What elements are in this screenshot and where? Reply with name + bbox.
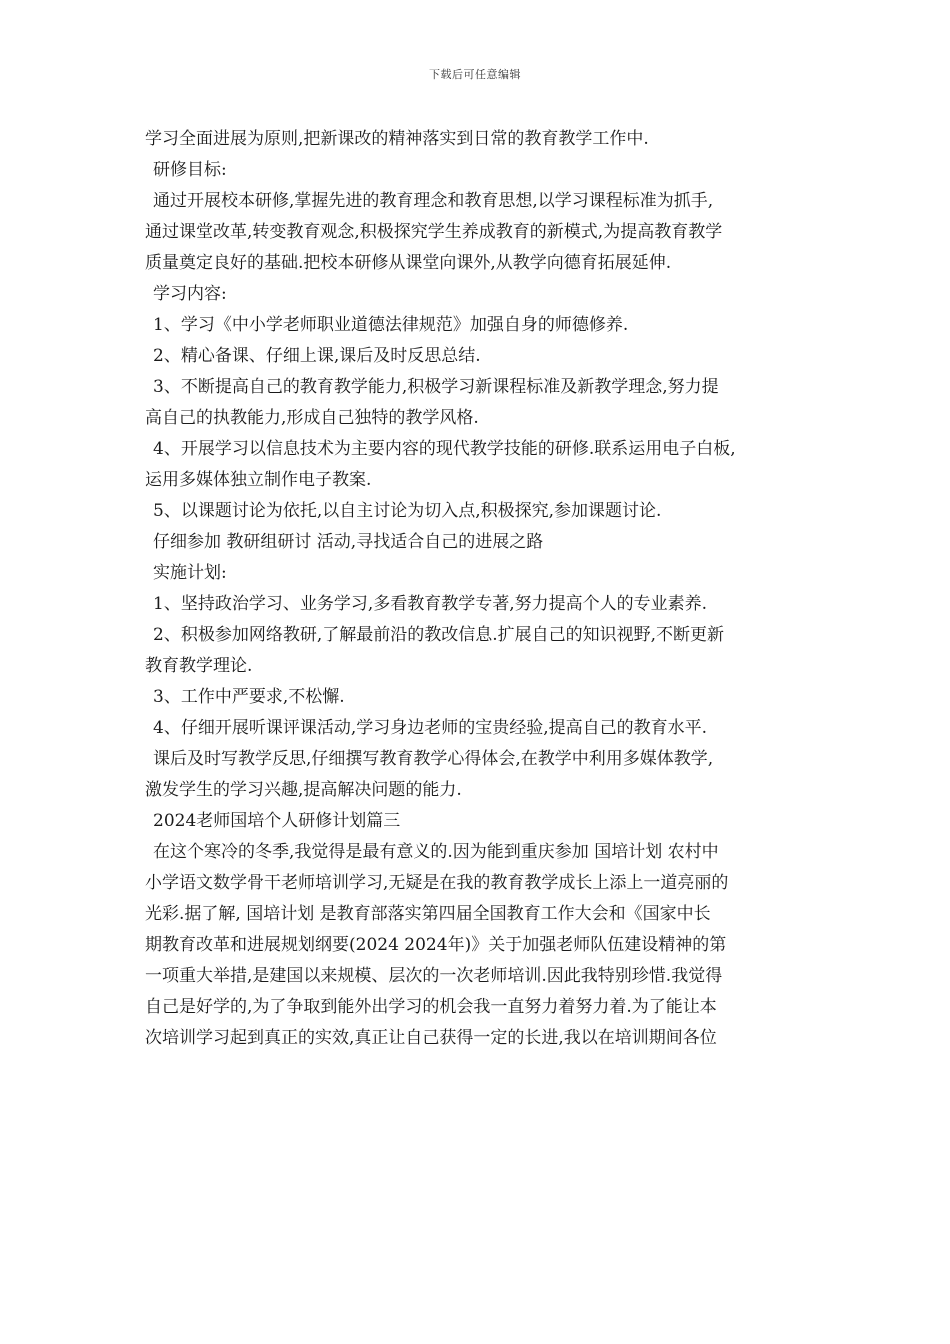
text-line: 学习内容:	[153, 284, 227, 304]
text-line: 高自己的执教能力,形成自己独特的教学风格.	[145, 408, 479, 428]
text-line: 1、学习《中小学老师职业道德法律规范》加强自身的师德修养.	[153, 315, 629, 335]
text-line: 期教育改革和进展规划纲要(2024 2024年)》关于加强老师队伍建设精神的第	[145, 935, 727, 955]
text-line: 4、开展学习以信息技术为主要内容的现代教学技能的研修.联系运用电子白板,	[153, 439, 736, 459]
text-line: 通过开展校本研修,掌握先进的教育理念和教育思想,以学习课程标准为抓手,	[153, 191, 714, 211]
text-line: 3、工作中严要求,不松懈.	[153, 687, 345, 707]
text-line: 5、以课题讨论为依托,以自主讨论为切入点,积极探究,参加课题讨论.	[153, 501, 662, 521]
text-line: 2、积极参加网络教研,了解最前沿的教改信息.扩展自己的知识视野,不断更新	[153, 625, 725, 645]
document-body	[145, 124, 813, 1054]
text-line: 质量奠定良好的基础.把校本研修从课堂向课外,从教学向德育拓展延伸.	[145, 253, 672, 273]
page-header: 下载后可任意编辑	[429, 68, 521, 81]
text-line: 2024老师国培个人研修计划篇三	[153, 811, 401, 831]
text-line: 激发学生的学习兴趣,提高解决问题的能力.	[145, 780, 462, 800]
text-line: 实施计划:	[153, 563, 227, 583]
text-line: 课后及时写教学反思,仔细撰写教育教学心得体会,在教学中利用多媒体教学,	[153, 749, 714, 769]
text-line: 研修目标:	[153, 160, 227, 180]
text-line: 一项重大举措,是建国以来规模、层次的一次老师培训.因此我特别珍惜.我觉得	[145, 966, 723, 986]
text-line: 学习全面进展为原则,把新课改的精神落实到日常的教育教学工作中.	[145, 129, 649, 149]
text-line: 仔细参加 教研组研讨 活动,寻找适合自己的进展之路	[153, 532, 544, 552]
text-line: 通过课堂改革,转变教育观念,积极探究学生养成教育的新模式,为提高教育教学	[145, 222, 723, 242]
text-line: 教育教学理论.	[145, 656, 253, 676]
text-line: 在这个寒冷的冬季,我觉得是最有意义的.因为能到重庆参加 国培计划 农村中	[153, 842, 719, 862]
text-line: 3、不断提高自己的教育教学能力,积极学习新课程标准及新教学理念,努力提	[153, 377, 719, 397]
text-line: 次培训学习起到真正的实效,真正让自己获得一定的长进,我以在培训期间各位	[145, 1028, 717, 1048]
text-line: 1、坚持政治学习、业务学习,多看教育教学专著,努力提高个人的专业素养.	[153, 594, 708, 614]
text-line: 4、仔细开展听课评课活动,学习身边老师的宝贵经验,提高自己的教育水平.	[153, 718, 708, 738]
text-line: 运用多媒体独立制作电子教案.	[145, 470, 372, 490]
text-line: 光彩.据了解, 国培计划 是教育部落实第四届全国教育工作大会和《国家中长	[145, 904, 711, 924]
text-line: 小学语文数学骨干老师培训学习,无疑是在我的教育教学成长上添上一道亮丽的	[145, 873, 729, 893]
text-line: 自己是好学的,为了争取到能外出学习的机会我一直努力着努力着.为了能让本	[145, 997, 717, 1017]
text-line: 2、精心备课、仔细上课,课后及时反思总结.	[153, 346, 481, 366]
